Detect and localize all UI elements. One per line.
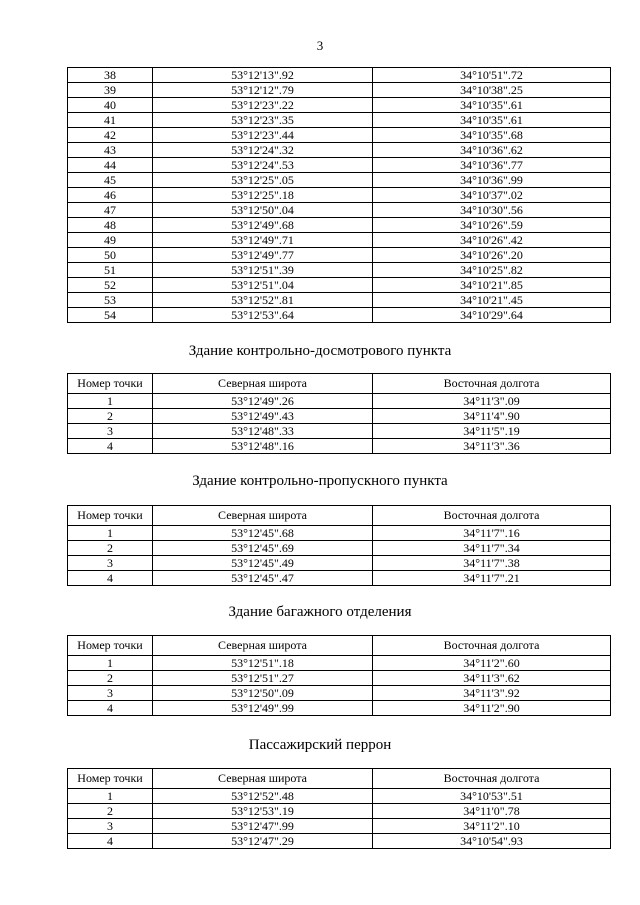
- east-longitude-cell: 34°11'3".62: [373, 671, 611, 686]
- table-row: [68, 556, 611, 571]
- east-longitude-cell: 34°10'29".64: [373, 308, 611, 323]
- point-number-cell: 48: [68, 218, 153, 233]
- north-latitude-cell: 53°12'12".79: [153, 83, 373, 98]
- east-longitude-cell: 34°10'26".59: [373, 218, 611, 233]
- point-number-header: Номер точки: [68, 506, 153, 526]
- east-longitude-cell: 34°10'36".99: [373, 173, 611, 188]
- page-number: 3: [316, 38, 324, 53]
- table-row: [68, 571, 611, 586]
- east-longitude-cell: 34°10'36".62: [373, 143, 611, 158]
- point-number-cell: 46: [68, 188, 153, 203]
- east-longitude-cell: 34°11'2".10: [373, 819, 611, 834]
- table-row: [68, 789, 611, 804]
- north-latitude-cell: 53°12'23".22: [153, 98, 373, 113]
- table-row: [68, 158, 611, 173]
- north-latitude-cell: 53°12'45".69: [153, 541, 373, 556]
- table-header-row: [68, 506, 611, 526]
- north-latitude-cell: 53°12'51".18: [153, 656, 373, 671]
- north-latitude-cell: 53°12'25".05: [153, 173, 373, 188]
- point-number-header: Номер точки: [68, 374, 153, 394]
- point-number-cell: 40: [68, 98, 153, 113]
- coordinates-table-continued: [67, 67, 611, 323]
- east-longitude-cell: 34°11'7".34: [373, 541, 611, 556]
- table-row: [68, 68, 611, 83]
- table-row: [68, 98, 611, 113]
- point-number-cell: 1: [68, 656, 153, 671]
- table-row: [68, 834, 611, 849]
- north-latitude-cell: 53°12'48".33: [153, 424, 373, 439]
- north-latitude-cell: 53°12'45".47: [153, 571, 373, 586]
- north-latitude-cell: 53°12'49".99: [153, 701, 373, 716]
- north-latitude-cell: 53°12'47".99: [153, 819, 373, 834]
- table-row: [68, 308, 611, 323]
- table-row: [68, 686, 611, 701]
- table-row: [68, 701, 611, 716]
- section-title: Здание контрольно-досмотрового пункта: [188, 343, 452, 359]
- north-latitude-cell: 53°12'13".92: [153, 68, 373, 83]
- table-row: [68, 83, 611, 98]
- table-row: [68, 526, 611, 541]
- north-latitude-header: Северная широта: [153, 374, 373, 394]
- north-latitude-cell: 53°12'53".19: [153, 804, 373, 819]
- east-longitude-cell: 34°11'2".60: [373, 656, 611, 671]
- coordinates-table: [67, 768, 611, 849]
- point-number-cell: 41: [68, 113, 153, 128]
- point-number-cell: 4: [68, 834, 153, 849]
- east-longitude-cell: 34°11'7".16: [373, 526, 611, 541]
- table-header-row: [68, 374, 611, 394]
- north-latitude-cell: 53°12'45".49: [153, 556, 373, 571]
- table-row: [68, 819, 611, 834]
- point-number-cell: 3: [68, 686, 153, 701]
- section-title: Здание багажного отделения: [228, 604, 412, 620]
- east-longitude-cell: 34°11'7".21: [373, 571, 611, 586]
- east-longitude-header: Восточная долгота: [373, 636, 611, 656]
- table-row: [68, 113, 611, 128]
- point-number-cell: 42: [68, 128, 153, 143]
- table-row: [68, 128, 611, 143]
- section-title: Здание контрольно-пропускного пункта: [192, 473, 448, 489]
- east-longitude-cell: 34°10'36".77: [373, 158, 611, 173]
- east-longitude-cell: 34°10'25".82: [373, 263, 611, 278]
- east-longitude-cell: 34°10'51".72: [373, 68, 611, 83]
- north-latitude-cell: 53°12'52".48: [153, 789, 373, 804]
- point-number-cell: 1: [68, 789, 153, 804]
- section-title: Пассажирский перрон: [248, 737, 392, 753]
- north-latitude-cell: 53°12'45".68: [153, 526, 373, 541]
- point-number-cell: 2: [68, 409, 153, 424]
- north-latitude-cell: 53°12'49".26: [153, 394, 373, 409]
- table-row: [68, 409, 611, 424]
- table-row: [68, 394, 611, 409]
- table-row: [68, 248, 611, 263]
- point-number-cell: 1: [68, 394, 153, 409]
- point-number-cell: 38: [68, 68, 153, 83]
- east-longitude-cell: 34°10'38".25: [373, 83, 611, 98]
- east-longitude-cell: 34°11'3".09: [373, 394, 611, 409]
- table-header-row: [68, 769, 611, 789]
- table-row: [68, 218, 611, 233]
- point-number-cell: 50: [68, 248, 153, 263]
- north-latitude-cell: 53°12'49".71: [153, 233, 373, 248]
- east-longitude-cell: 34°11'7".38: [373, 556, 611, 571]
- east-longitude-cell: 34°10'26".42: [373, 233, 611, 248]
- table-row: [68, 671, 611, 686]
- north-latitude-header: Северная широта: [153, 769, 373, 789]
- east-longitude-cell: 34°10'26".20: [373, 248, 611, 263]
- point-number-cell: 51: [68, 263, 153, 278]
- east-longitude-cell: 34°11'3".92: [373, 686, 611, 701]
- east-longitude-cell: 34°10'30".56: [373, 203, 611, 218]
- east-longitude-header: Восточная долгота: [373, 769, 611, 789]
- north-latitude-cell: 53°12'49".77: [153, 248, 373, 263]
- table-row: [68, 804, 611, 819]
- table-row: [68, 143, 611, 158]
- north-latitude-cell: 53°12'50".09: [153, 686, 373, 701]
- north-latitude-cell: 53°12'49".43: [153, 409, 373, 424]
- point-number-cell: 44: [68, 158, 153, 173]
- east-longitude-cell: 34°11'5".19: [373, 424, 611, 439]
- point-number-header: Номер точки: [68, 769, 153, 789]
- table-row: [68, 173, 611, 188]
- table-row: [68, 293, 611, 308]
- point-number-cell: 45: [68, 173, 153, 188]
- north-latitude-cell: 53°12'47".29: [153, 834, 373, 849]
- table-row: [68, 439, 611, 454]
- north-latitude-cell: 53°12'23".44: [153, 128, 373, 143]
- point-number-cell: 39: [68, 83, 153, 98]
- north-latitude-cell: 53°12'51".27: [153, 671, 373, 686]
- table-row: [68, 278, 611, 293]
- point-number-cell: 47: [68, 203, 153, 218]
- point-number-cell: 3: [68, 424, 153, 439]
- east-longitude-cell: 34°11'2".90: [373, 701, 611, 716]
- point-number-cell: 2: [68, 671, 153, 686]
- point-number-cell: 53: [68, 293, 153, 308]
- north-latitude-cell: 53°12'25".18: [153, 188, 373, 203]
- point-number-cell: 49: [68, 233, 153, 248]
- north-latitude-header: Северная широта: [153, 636, 373, 656]
- north-latitude-header: Северная широта: [153, 506, 373, 526]
- point-number-cell: 2: [68, 804, 153, 819]
- point-number-cell: 4: [68, 439, 153, 454]
- point-number-cell: 52: [68, 278, 153, 293]
- north-latitude-cell: 53°12'24".32: [153, 143, 373, 158]
- east-longitude-cell: 34°10'54".93: [373, 834, 611, 849]
- north-latitude-cell: 53°12'51".39: [153, 263, 373, 278]
- table-row: [68, 203, 611, 218]
- east-longitude-cell: 34°11'3".36: [373, 439, 611, 454]
- east-longitude-cell: 34°10'21".85: [373, 278, 611, 293]
- point-number-cell: 4: [68, 571, 153, 586]
- table-header-row: [68, 636, 611, 656]
- north-latitude-cell: 53°12'51".04: [153, 278, 373, 293]
- north-latitude-cell: 53°12'23".35: [153, 113, 373, 128]
- table-row: [68, 263, 611, 278]
- north-latitude-cell: 53°12'48".16: [153, 439, 373, 454]
- north-latitude-cell: 53°12'24".53: [153, 158, 373, 173]
- east-longitude-header: Восточная долгота: [373, 506, 611, 526]
- table-row: [68, 541, 611, 556]
- table-row: [68, 424, 611, 439]
- point-number-cell: 1: [68, 526, 153, 541]
- east-longitude-cell: 34°10'21".45: [373, 293, 611, 308]
- coordinates-table: [67, 505, 611, 586]
- table-row: [68, 656, 611, 671]
- coordinates-table: [67, 373, 611, 454]
- coordinates-table: [67, 635, 611, 716]
- east-longitude-cell: 34°10'53".51: [373, 789, 611, 804]
- point-number-cell: 4: [68, 701, 153, 716]
- east-longitude-header: Восточная долгота: [373, 374, 611, 394]
- point-number-cell: 43: [68, 143, 153, 158]
- east-longitude-cell: 34°11'4".90: [373, 409, 611, 424]
- east-longitude-cell: 34°10'35".68: [373, 128, 611, 143]
- point-number-header: Номер точки: [68, 636, 153, 656]
- point-number-cell: 2: [68, 541, 153, 556]
- table-row: [68, 188, 611, 203]
- north-latitude-cell: 53°12'52".81: [153, 293, 373, 308]
- north-latitude-cell: 53°12'53".64: [153, 308, 373, 323]
- east-longitude-cell: 34°10'37".02: [373, 188, 611, 203]
- east-longitude-cell: 34°11'0".78: [373, 804, 611, 819]
- table-row: [68, 233, 611, 248]
- east-longitude-cell: 34°10'35".61: [373, 113, 611, 128]
- north-latitude-cell: 53°12'49".68: [153, 218, 373, 233]
- east-longitude-cell: 34°10'35".61: [373, 98, 611, 113]
- point-number-cell: 3: [68, 556, 153, 571]
- point-number-cell: 3: [68, 819, 153, 834]
- north-latitude-cell: 53°12'50".04: [153, 203, 373, 218]
- point-number-cell: 54: [68, 308, 153, 323]
